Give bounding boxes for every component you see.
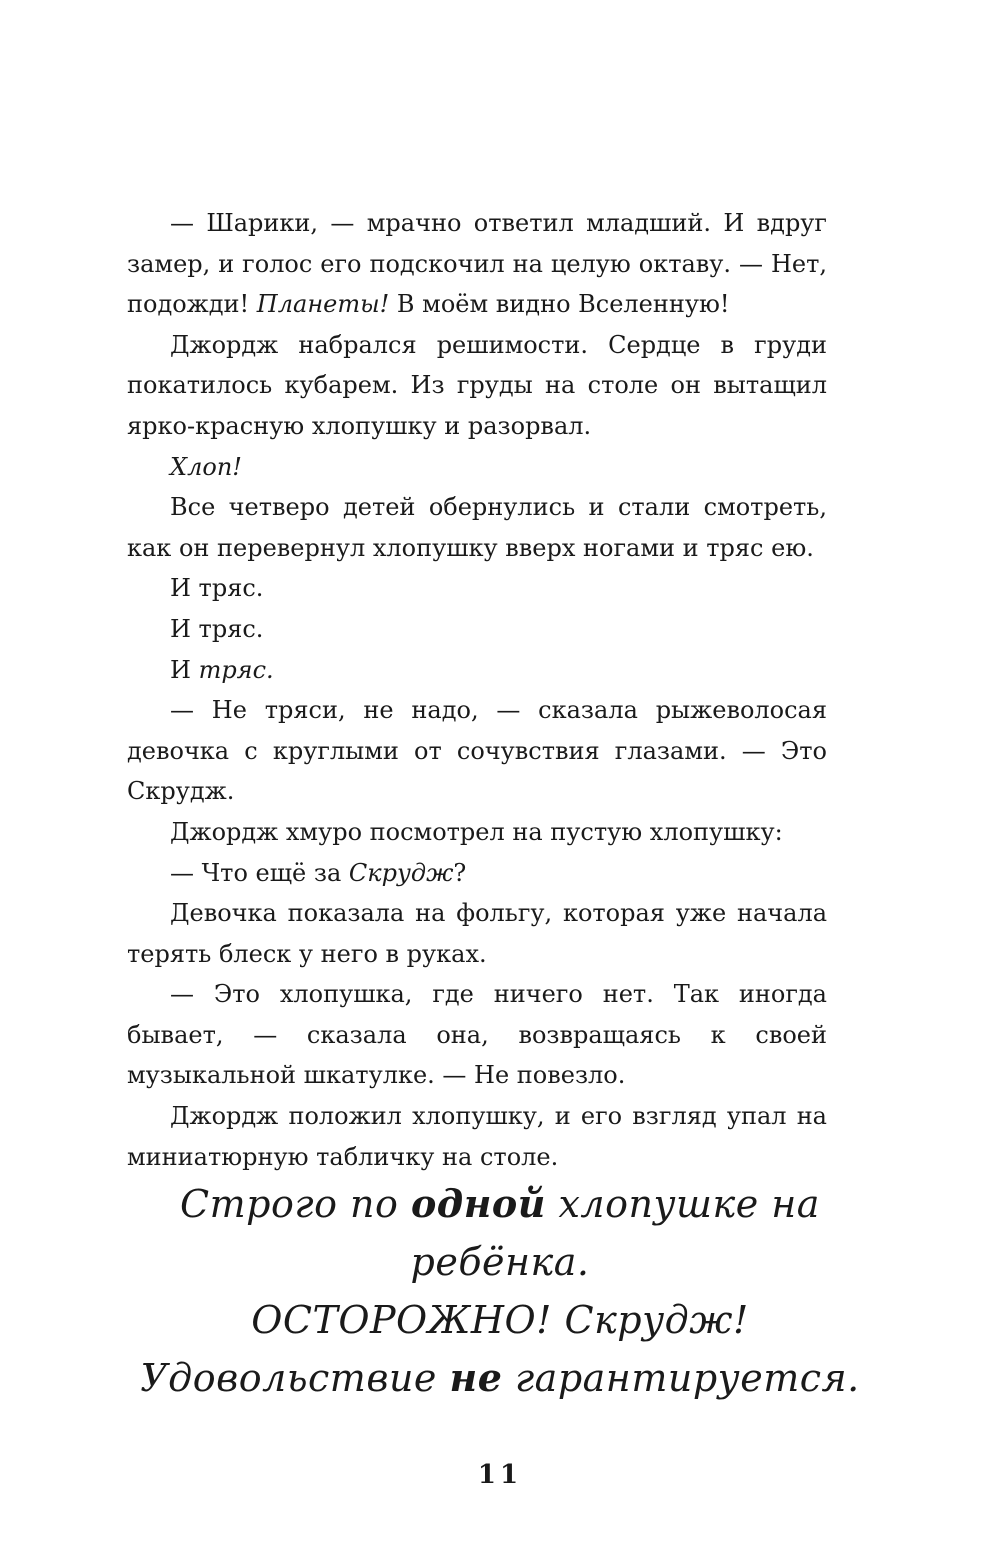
sign-fragment: хлопушке на ребёнка. [410,1182,820,1284]
body-text [127,203,827,1177]
paragraph-text: — Не тряси, не надо, — сказала рыжеволосая девочка с круглыми от сочувствия глазами. — Это Скрудж. [127,696,827,806]
paragraph-text: — Шарики, — мрачно ответил младший. И вдруг замер, и голос его подскочил на целую октаву. — Нет, подожди! [127,209,827,319]
paragraph [127,893,827,974]
paragraph-text: — Это хлопушка, где ничего нет. Так иногда бывает, — сказала она, возвращаясь к своей музыкальной шкатулке. — Не повезло. [127,980,827,1090]
paragraph-text: Джордж положил хлопушку, и его взгляд упал на миниатюрную табличку на столе. [127,1102,827,1171]
paragraph-text: Девочка показала на фольгу, которая уже начала терять блеск у него в руках. [127,899,827,968]
paragraph-text: И [170,655,199,684]
paragraph [127,568,827,609]
sign-line: ОСТОРОЖНО! Скрудж! [251,1298,749,1342]
paragraph-emphasis: Планеты! [256,290,390,319]
paragraph-text: Все четверо детей обернулись и стали смотреть, как он перевернул хлопушку вверх ногами и тряс ею. [127,493,827,562]
paragraph-text: Джордж набрался решимости. Сердце в груди покатилось кубарем. Из груды на столе он вытащил ярко-красную хлопушку и разорвал. [127,330,827,440]
sign-text [100,1175,900,1407]
sign-fragment: гарантируется. [502,1356,860,1400]
paragraph-emphasis: Хлоп! [170,452,242,481]
paragraph-text: И тряс. [170,614,264,643]
paragraph [127,650,827,691]
paragraph [127,853,827,894]
paragraph [127,690,827,812]
paragraph-text: ? [453,858,467,887]
paragraph [127,487,827,568]
paragraph [127,812,827,853]
paragraph [127,609,827,650]
sign-line [100,1349,900,1407]
sign-emphasis: не [449,1355,503,1400]
sign-emphasis: одной [410,1181,546,1226]
paragraph-emphasis: тряс. [198,655,274,684]
paragraph [127,1096,827,1177]
paragraph-text: — Что ещё за [170,858,349,887]
sign-fragment: Удовольствие [140,1356,450,1400]
paragraph [127,325,827,447]
paragraph [127,974,827,1096]
paragraph [127,447,827,488]
sign-line [100,1175,900,1291]
paragraph-text: В моём видно Вселенную! [389,290,730,319]
paragraph-emphasis: Скрудж [348,858,454,887]
paragraph-text: И тряс. [170,574,264,603]
sign-fragment: Строго по [180,1182,411,1226]
paragraph-text: Джордж хмуро посмотрел на пустую хлопушку: [170,817,783,846]
page-number: 11 [477,1460,523,1490]
paragraph [127,203,827,325]
